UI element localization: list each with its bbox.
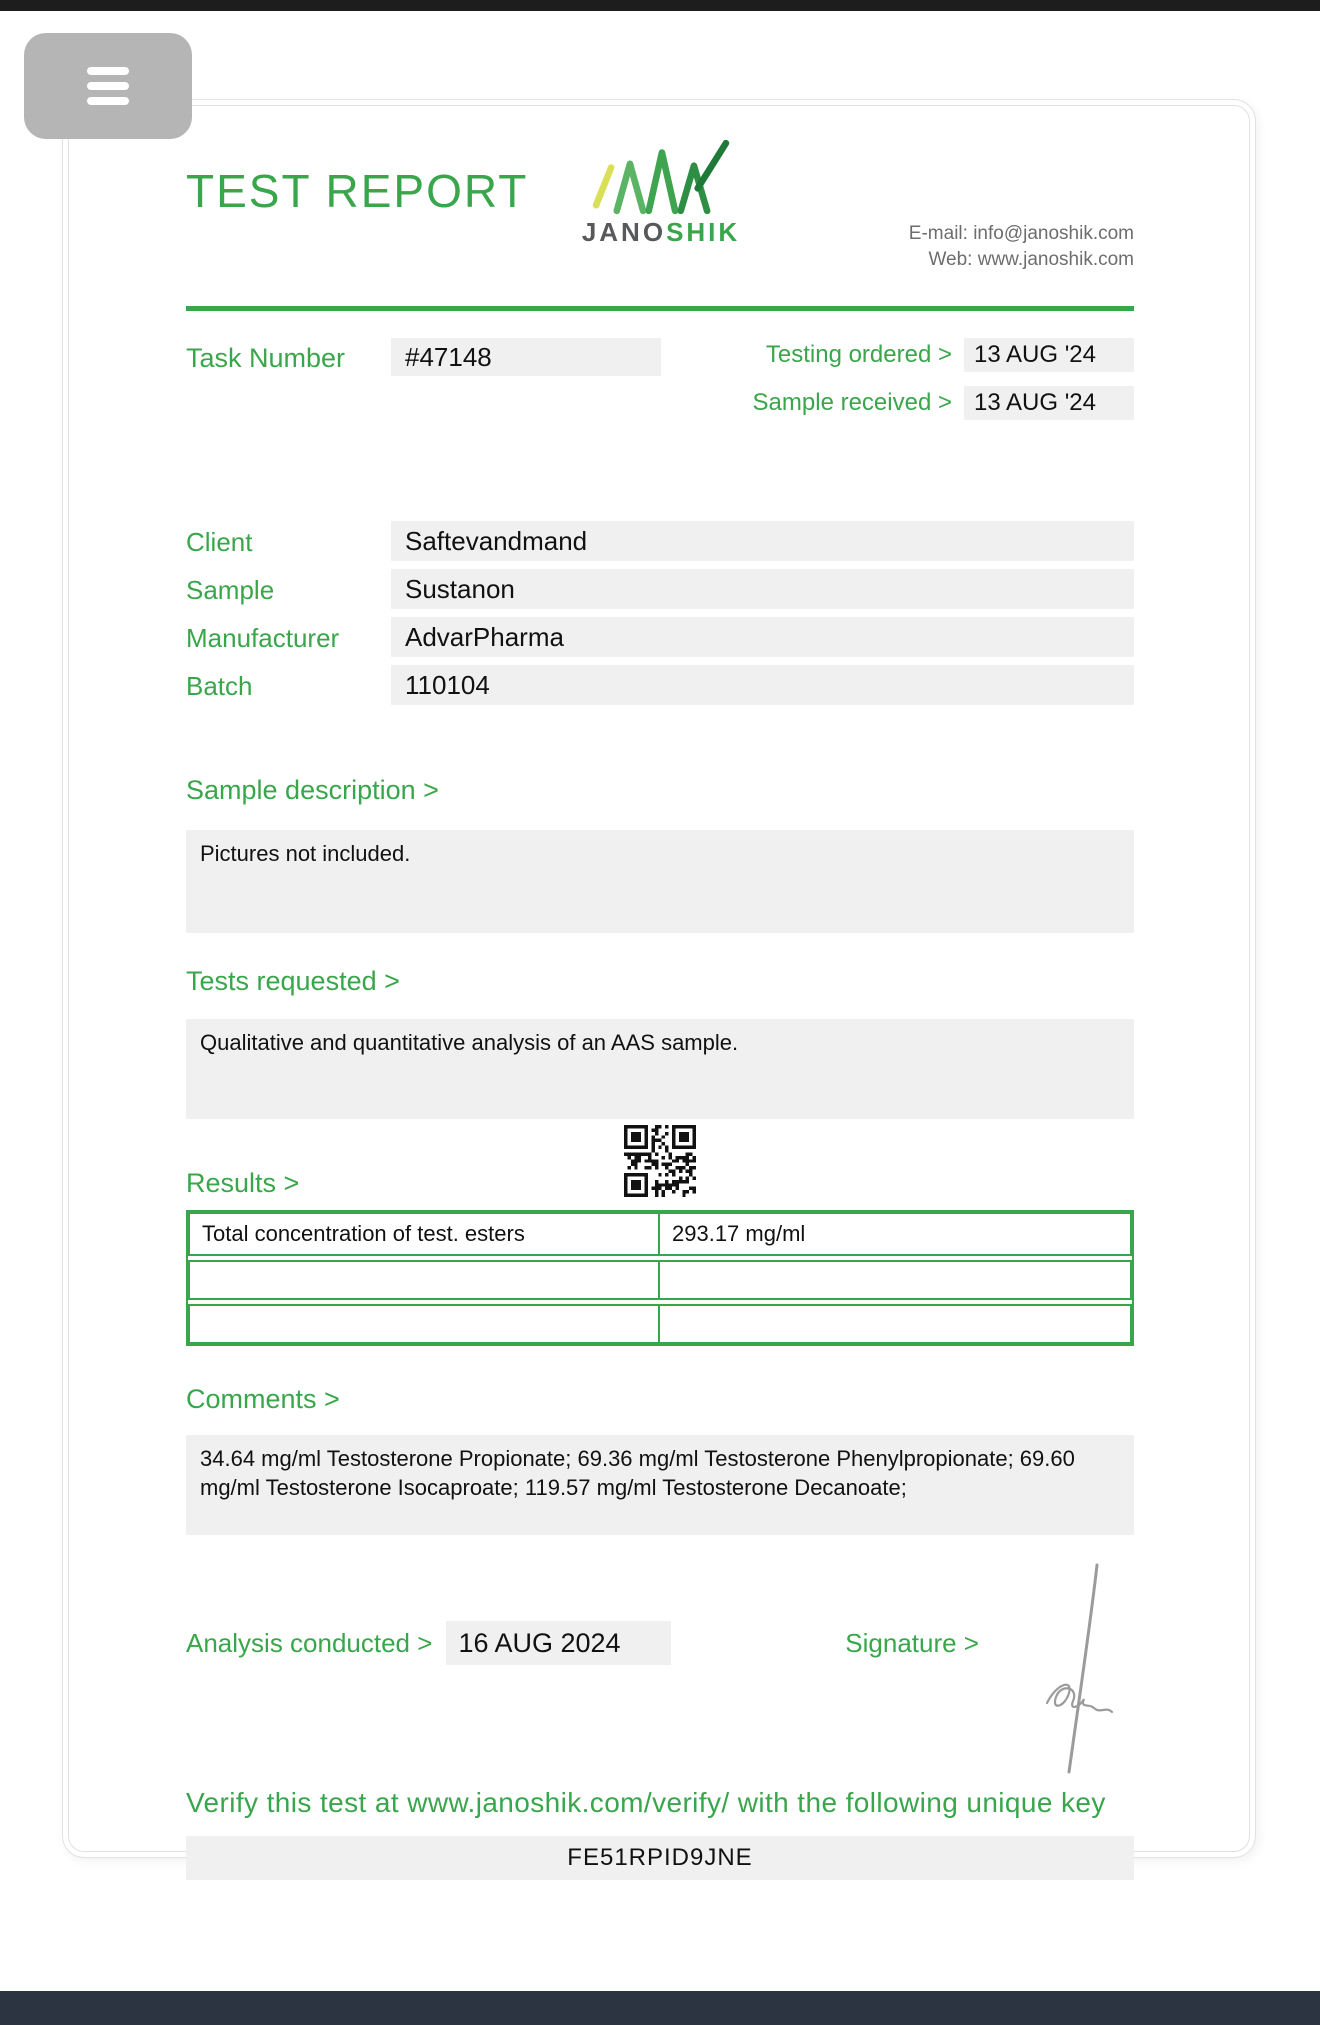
menu-button[interactable] — [24, 33, 192, 139]
date-row — [734, 386, 1134, 420]
result-name-cell — [190, 1262, 660, 1298]
sample-description-heading: Sample description > — [186, 775, 439, 805]
sample-received-value: 13 AUG '24 — [964, 386, 1134, 420]
analysis-conducted-label: Analysis conducted > — [186, 1627, 433, 1658]
batch-label: Batch — [186, 671, 253, 701]
results-strip — [186, 1125, 1134, 1207]
testing-ordered-value: 13 AUG '24 — [964, 338, 1134, 372]
sample-received-label: Sample received > — [752, 389, 952, 416]
report-header — [186, 106, 1134, 306]
logo-chart-icon — [571, 139, 751, 215]
result-name-cell: Total concentration of test. esters — [190, 1214, 660, 1254]
results-table — [186, 1210, 1134, 1346]
analysis-conducted-value: 16 AUG 2024 — [446, 1621, 671, 1665]
signature-image — [1009, 1561, 1139, 1776]
testing-ordered-label: Testing ordered > — [765, 341, 952, 368]
client-value: Saftevandmand — [391, 521, 1134, 561]
verify-heading: Verify this test at www.janoshik.com/verify/ with the following unique key — [186, 1787, 1106, 1818]
client-label: Client — [186, 527, 253, 557]
task-number-value: #47148 — [391, 338, 661, 376]
results-heading: Results > — [186, 1168, 300, 1198]
task-section — [186, 338, 1134, 450]
status-bar-bottom — [0, 1991, 1320, 2025]
status-bar-top — [0, 0, 1320, 11]
report-card — [68, 105, 1250, 1871]
comments-box: 34.64 mg/ml Testosterone Propionate; 69.36 mg/ml Testosterone Phenylpropionate; 69.60 mg/ml Testosterone Isocaproate; 119.57 mg/ml Testosterone Decanoate; — [186, 1435, 1134, 1535]
signature-label: Signature > — [845, 1627, 979, 1658]
comments-heading: Comments > — [186, 1384, 340, 1414]
contact-web: Web: www.janoshik.com — [928, 249, 1134, 270]
hamburger-icon — [87, 67, 129, 105]
result-value-cell — [660, 1306, 1130, 1342]
dates-block — [734, 338, 1134, 434]
brand-logo — [571, 139, 751, 248]
info-row-manufacturer — [186, 617, 1134, 657]
tests-requested-box: Qualitative and quantitative analysis of an AAS sample. — [186, 1019, 1134, 1119]
info-row-sample — [186, 569, 1134, 609]
sample-description-box: Pictures not included. — [186, 830, 1134, 933]
info-section — [186, 521, 1134, 705]
table-row — [188, 1260, 1132, 1300]
analysis-row — [186, 1621, 1134, 1665]
contact-block — [909, 221, 1134, 273]
contact-email: E-mail: info@janoshik.com — [908, 223, 1134, 244]
task-number-label: Task Number — [186, 343, 346, 373]
batch-value: 110104 — [391, 665, 1134, 705]
report-title: TEST REPORT — [186, 165, 529, 217]
info-row-batch — [186, 665, 1134, 705]
logo-wordmark: JANOSHIK — [581, 217, 741, 247]
header-rule — [186, 306, 1134, 311]
table-row — [188, 1212, 1132, 1256]
sample-value: Sustanon — [391, 569, 1134, 609]
table-row — [188, 1304, 1132, 1344]
manufacturer-value: AdvarPharma — [391, 617, 1134, 657]
qr-code — [624, 1125, 696, 1197]
manufacturer-label: Manufacturer — [186, 623, 340, 653]
unique-key-box: FE51RPID9JNE — [186, 1836, 1134, 1880]
tests-requested-heading: Tests requested > — [186, 966, 400, 996]
result-value-cell — [660, 1262, 1130, 1298]
date-row — [734, 338, 1134, 372]
result-value-cell: 293.17 mg/ml — [672, 1221, 806, 1246]
info-row-client — [186, 521, 1134, 561]
result-name-cell — [190, 1306, 660, 1342]
sample-label: Sample — [186, 575, 275, 605]
